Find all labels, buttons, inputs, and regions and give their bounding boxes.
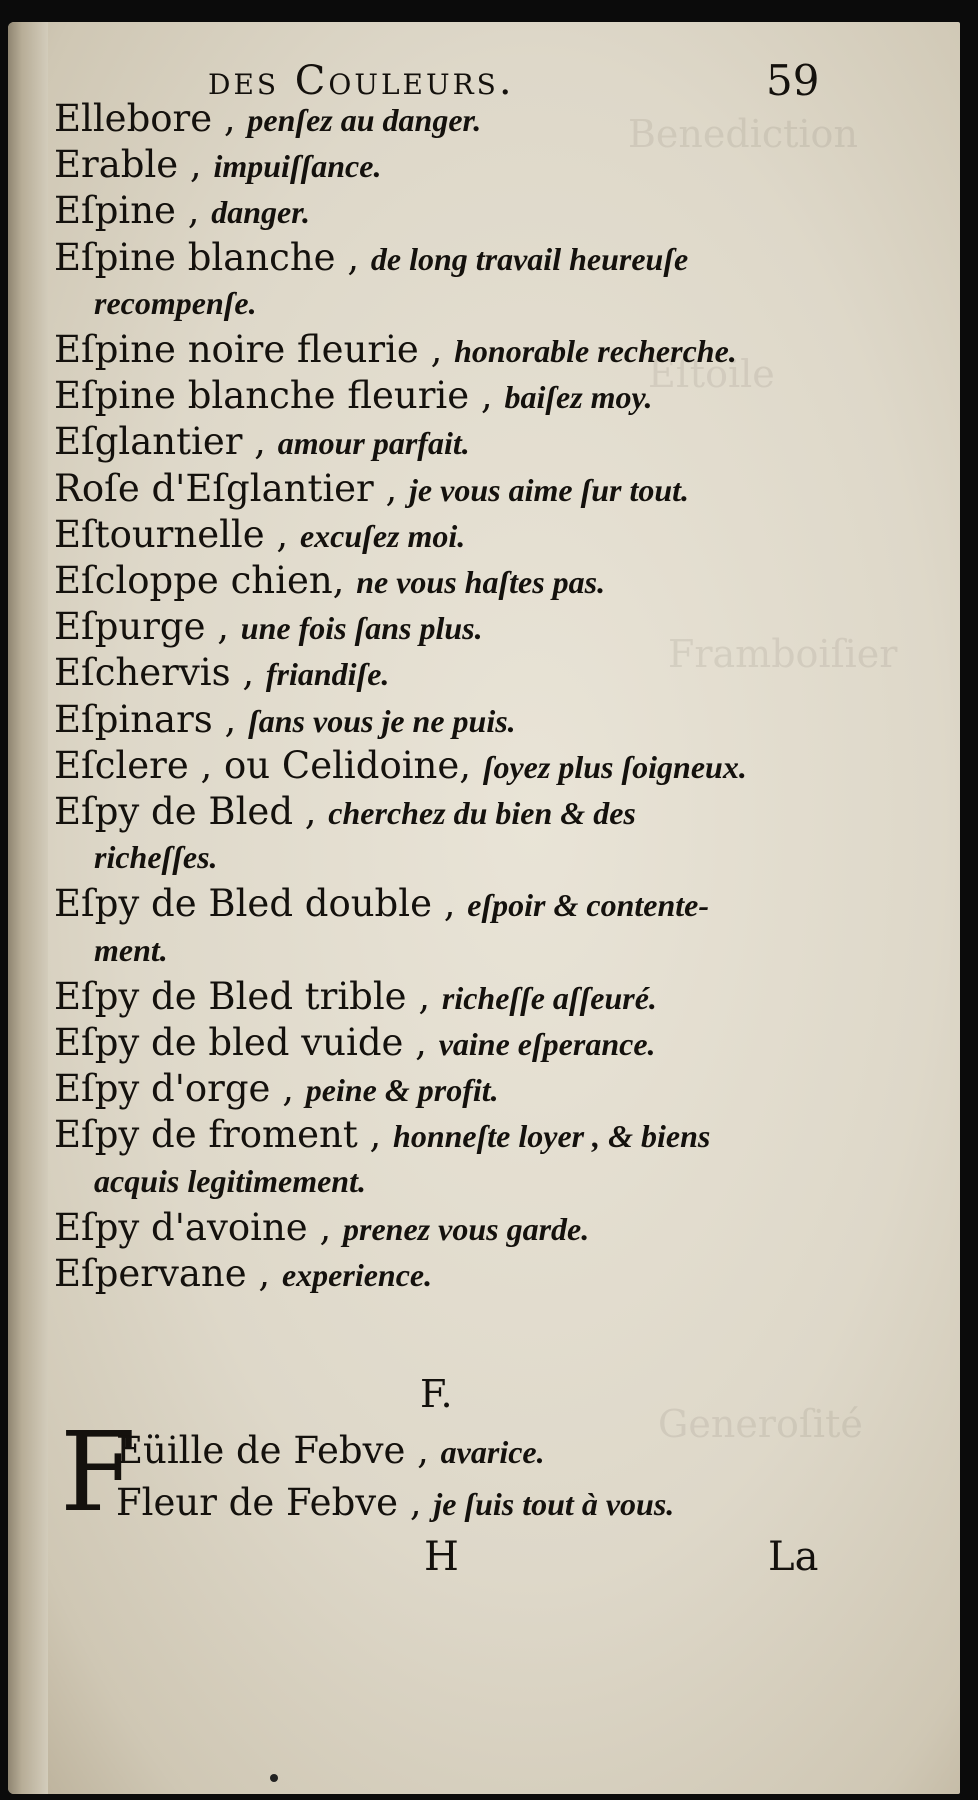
entry-line bbox=[54, 1067, 499, 1111]
entry-term: Eſtournelle , bbox=[54, 512, 289, 556]
entry-term: Eſpy d'avoine , bbox=[54, 1205, 332, 1249]
entry-line bbox=[54, 1113, 711, 1157]
running-header: des Couleurs. bbox=[208, 58, 515, 104]
entry-line bbox=[54, 97, 482, 140]
entry-term: Eſpy d'orge , bbox=[54, 1067, 294, 1111]
entry-term: Eſpine blanche , bbox=[54, 235, 360, 279]
show-through-text: Eſtoile bbox=[648, 352, 775, 396]
entry-meaning: friandiſe. bbox=[265, 656, 390, 693]
page-number: 59 bbox=[766, 56, 820, 105]
entry-term: Ellebore , bbox=[54, 97, 236, 140]
entry-meaning: une fois ſans plus. bbox=[240, 610, 483, 647]
entry-meaning: baiſez moy. bbox=[504, 379, 653, 416]
entry-term: Eſglantier , bbox=[54, 420, 266, 464]
section-letter: F. bbox=[420, 1372, 453, 1416]
show-through-text: Benediction bbox=[628, 112, 858, 156]
entry-term: Eſpervane , bbox=[54, 1252, 271, 1295]
entry-continuation: acquis legitimement. bbox=[94, 1162, 366, 1199]
entry-term: Eſpy de Bled , bbox=[54, 790, 317, 833]
page-gutter bbox=[8, 22, 48, 1794]
entry-line bbox=[54, 605, 483, 649]
entry-term: Eſpy de Bled double , bbox=[54, 882, 456, 926]
entry-meaning: peine & profit. bbox=[305, 1072, 499, 1109]
entry-meaning: experience. bbox=[281, 1257, 433, 1293]
entry-continuation: ment. bbox=[94, 931, 168, 968]
entry-term: Eſpine , bbox=[54, 189, 200, 233]
entry-meaning: cherchez du bien & des bbox=[328, 795, 636, 831]
entry-line bbox=[54, 466, 690, 510]
entry-line bbox=[54, 974, 657, 1018]
signature-mark: H bbox=[424, 1534, 459, 1580]
section-entry bbox=[116, 1429, 545, 1472]
show-through-text: Generoſité bbox=[658, 1402, 863, 1446]
entry-line bbox=[54, 1252, 433, 1295]
entry-meaning: de long travail heureuſe bbox=[370, 240, 689, 277]
entry-continuation: recompenſe. bbox=[94, 284, 257, 321]
entry-term: Eüille de Febve , bbox=[116, 1429, 429, 1472]
entry-meaning: ſans vous je ne puis. bbox=[248, 702, 516, 739]
entry-line bbox=[54, 790, 636, 833]
entry-meaning: richeſſe aſſeuré. bbox=[441, 979, 657, 1016]
drop-capital: F bbox=[60, 1408, 137, 1536]
entry-line bbox=[54, 1205, 590, 1249]
entry-term: Erable , bbox=[54, 143, 202, 187]
entry-line bbox=[54, 328, 737, 371]
entry-line bbox=[54, 1021, 656, 1064]
show-through-text: Framboiſier bbox=[668, 632, 898, 676]
entry-term: Eſchervis , bbox=[54, 651, 255, 695]
entry-meaning: impuiſſance. bbox=[213, 148, 382, 185]
entry-line bbox=[54, 743, 747, 787]
entry-term: Eſcloppe chien, bbox=[54, 559, 345, 602]
book-page bbox=[8, 22, 960, 1794]
entry-term: Eſpine blanche fleurie , bbox=[54, 374, 493, 418]
entry-meaning: amour parfait. bbox=[277, 425, 470, 462]
entry-line bbox=[54, 235, 689, 279]
entry-meaning: je vous aime ſur tout. bbox=[409, 471, 690, 508]
entry-meaning: prenez vous garde. bbox=[343, 1210, 590, 1247]
catchword: La bbox=[768, 1534, 819, 1580]
entry-line bbox=[54, 512, 466, 556]
entry-line bbox=[54, 559, 606, 602]
entry-line bbox=[54, 882, 709, 926]
entry-continuation: richeſſes. bbox=[94, 839, 218, 876]
entry-meaning: je ſuis tout à vous. bbox=[433, 1486, 675, 1522]
entry-line bbox=[54, 189, 310, 233]
entry-line bbox=[54, 651, 390, 695]
entry-meaning: excuſez moi. bbox=[299, 517, 466, 554]
entry-term: Fleur de Febve , bbox=[116, 1481, 422, 1524]
entry-term: Eſclere , ou Celidoine, bbox=[54, 743, 472, 787]
entry-term: Eſpinars , bbox=[54, 697, 237, 741]
entry-meaning: ſoyez plus ſoigneux. bbox=[482, 748, 747, 785]
entry-meaning: avarice. bbox=[440, 1434, 545, 1470]
entry-meaning: honorable recherche. bbox=[454, 333, 737, 369]
entry-term: Eſpy de bled vuide , bbox=[54, 1021, 427, 1064]
entry-meaning: penſez au danger. bbox=[247, 102, 482, 138]
ink-spot bbox=[270, 1774, 278, 1782]
entry-term: Eſpy de Bled trible , bbox=[54, 974, 431, 1018]
entry-term: Roſe d'Eſglantier , bbox=[54, 466, 398, 510]
entry-term: Eſpine noire fleurie , bbox=[54, 328, 443, 371]
entry-meaning: honneſte loyer , & biens bbox=[393, 1118, 711, 1155]
entry-line bbox=[54, 420, 470, 464]
entry-meaning: vaine eſperance. bbox=[438, 1026, 656, 1062]
entry-line bbox=[54, 697, 516, 741]
entry-term: Eſpy de froment , bbox=[54, 1113, 382, 1157]
section-entry bbox=[116, 1481, 675, 1524]
entry-line bbox=[54, 143, 382, 187]
entry-line bbox=[54, 374, 653, 418]
entry-meaning: ne vous haſtes pas. bbox=[356, 564, 606, 600]
entry-meaning: danger. bbox=[211, 194, 310, 231]
entry-term: Eſpurge , bbox=[54, 605, 230, 649]
entry-meaning: eſpoir & contente- bbox=[467, 887, 709, 924]
